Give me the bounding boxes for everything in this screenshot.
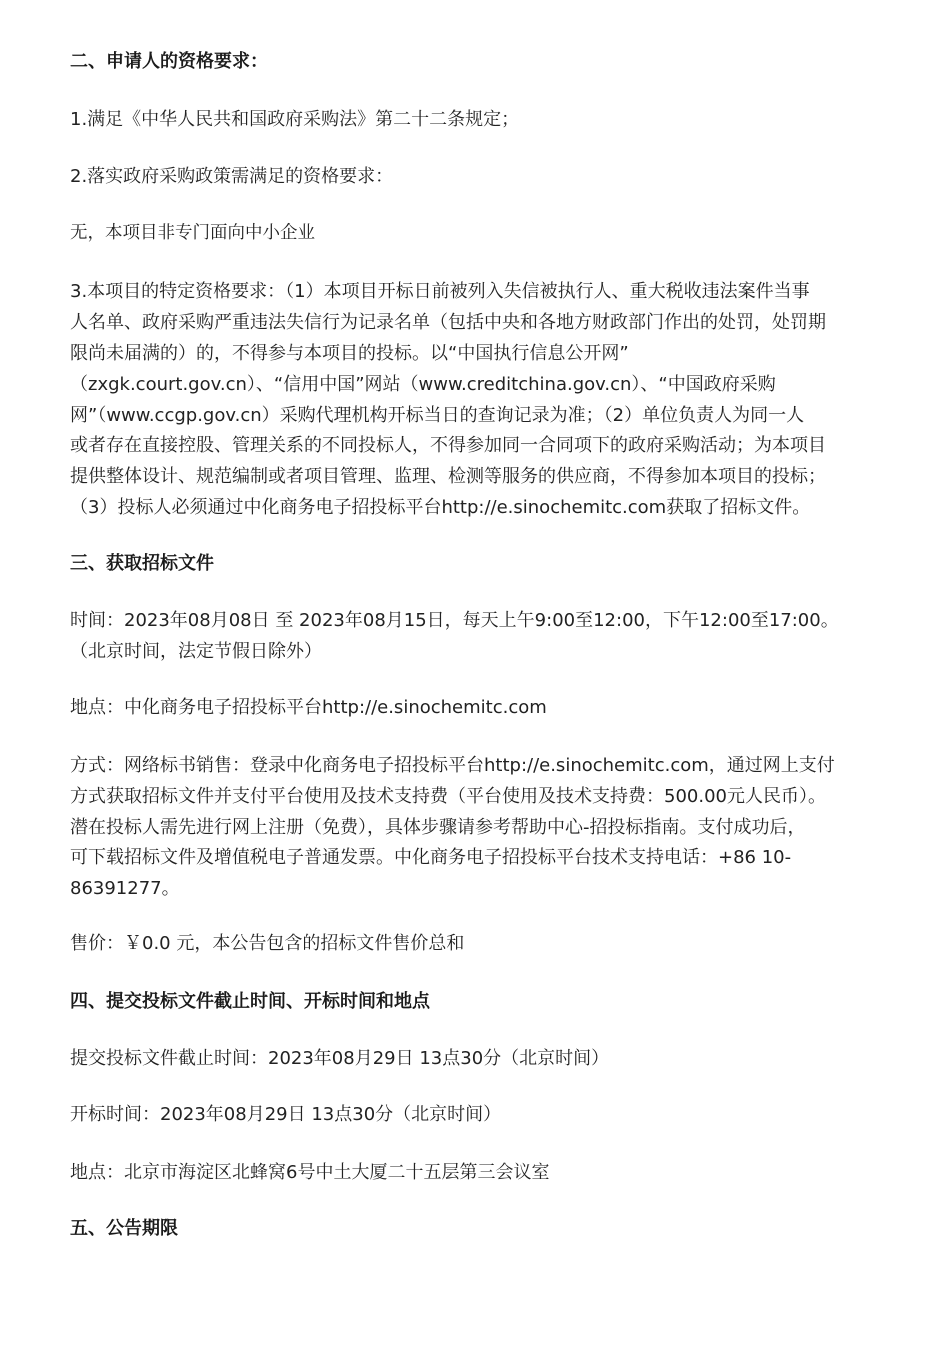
submission-deadline: 提交投标文件截止时间：2023年08月29日 13点30分（北京时间）: [70, 1048, 610, 1069]
section-heading-obtain-documents: 三、获取招标文件: [70, 553, 214, 574]
qualification-item-2-detail: 无，本项目非专门面向中小企业: [70, 223, 315, 243]
paragraph-line: 时间：2023年08月08日 至 2023年08月15日，每天上午9:00至12:00，下午12:00至17:00。: [70, 610, 839, 631]
paragraph-line: 可下载招标文件及增值税电子普通发票。中化商务电子招投标平台技术支持电话：+86 10-: [70, 847, 792, 868]
paragraph-line: 人名单、政府采购严重违法失信行为记录名单（包括中央和各地方财政部门作出的处罚，处罚期: [70, 312, 826, 333]
section-heading-qualifications: 二、申请人的资格要求：: [70, 51, 268, 72]
qualification-item-1: 1.满足《中华人民共和国政府采购法》第二十二条规定；: [70, 109, 520, 130]
paragraph-line: 方式获取招标文件并支付平台使用及技术支持费（平台使用及技术支持费：500.00元人民币）。: [70, 786, 826, 807]
paragraph-line: （3）投标人必须通过中化商务电子招投标平台http://e.sinochemitc.com获取了招标文件。: [70, 497, 811, 518]
paragraph-line: 提供整体设计、规范编制或者项目管理、监理、检测等服务的供应商，不得参加本项目的投标；: [70, 466, 826, 487]
section-heading-deadline-opening: 四、提交投标文件截止时间、开标时间和地点: [70, 991, 430, 1012]
document-price: 售价：￥0.0 元，本公告包含的招标文件售价总和: [70, 933, 465, 954]
obtain-place: 地点：中化商务电子招投标平台http://e.sinochemitc.com: [70, 697, 547, 718]
paragraph-line: 限尚未届满的）的，不得参与本项目的投标。以“中国执行信息公开网”: [70, 343, 629, 364]
paragraph-line: （北京时间，法定节假日除外）: [70, 641, 322, 662]
qualification-item-2: 2.落实政府采购政策需满足的资格要求：: [70, 166, 394, 187]
paragraph-line: 方式：网络标书销售：登录中化商务电子招投标平台http://e.sinochemitc.com，通过网上支付: [70, 755, 835, 776]
opening-time: 开标时间：2023年08月29日 13点30分（北京时间）: [70, 1104, 502, 1125]
paragraph-line: 网”（www.ccgp.gov.cn）采购代理机构开标当日的查询记录为准；（2）单位负责人为同一人: [70, 405, 805, 426]
paragraph-line: （zxgk.court.gov.cn）、“信用中国”网站（www.creditchina.gov.cn）、“中国政府采购: [70, 374, 776, 395]
paragraph-line: 或者存在直接控股、管理关系的不同投标人，不得参加同一合同项下的政府采购活动；为本项目: [70, 435, 826, 456]
paragraph-line: 3.本项目的特定资格要求：（1）本项目开标日前被列入失信被执行人、重大税收违法案件当事: [70, 281, 810, 302]
paragraph-line: 潜在投标人需先进行网上注册（免费），具体步骤请参考帮助中心-招投标指南。支付成功后，: [70, 817, 806, 838]
section-heading-announcement-period: 五、公告期限: [70, 1218, 178, 1239]
opening-place: 地点：北京市海淀区北蜂窝6号中土大厦二十五层第三会议室: [70, 1162, 550, 1183]
paragraph-line: 86391277。: [70, 878, 180, 899]
